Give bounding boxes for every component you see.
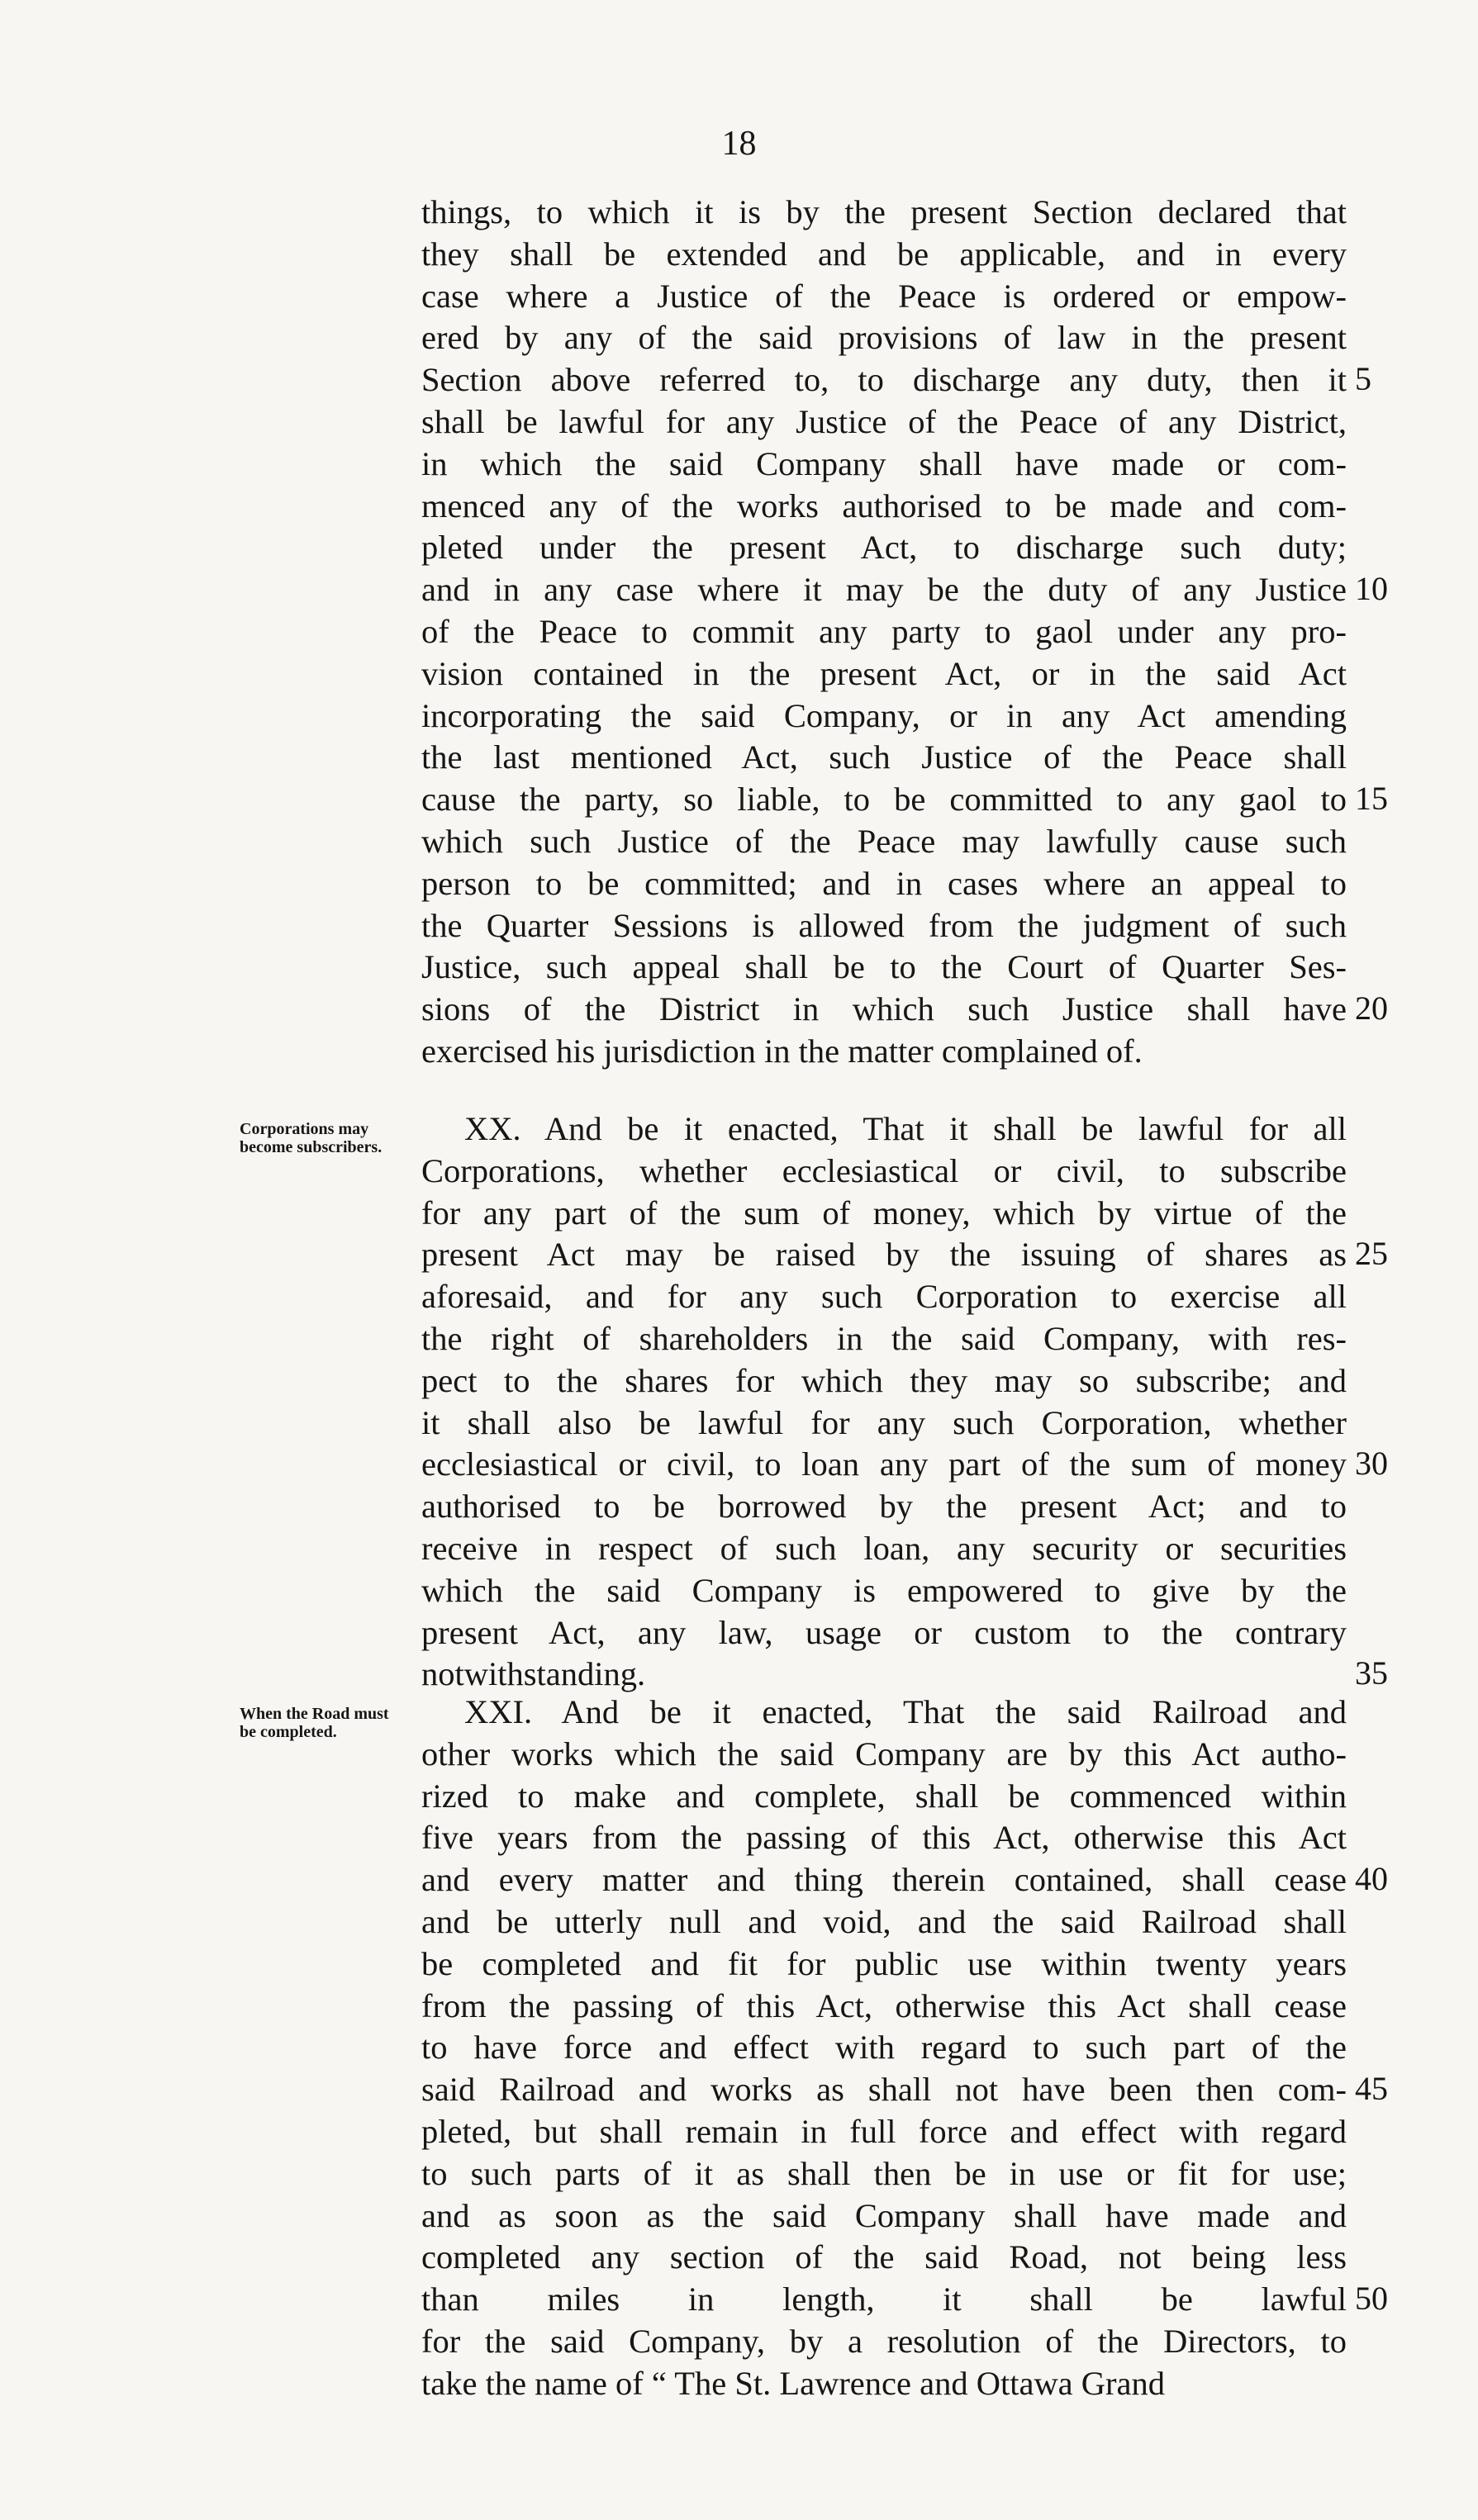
text-line: completed any section of the said Road, not being less: [421, 2238, 1347, 2276]
line-number: 25: [1355, 1235, 1388, 1273]
text-line: pect to the shares for which they may so subscribe; and: [421, 1361, 1347, 1399]
text-line: vision contained in the present Act, or in the said Act: [421, 654, 1347, 692]
text-line: present Act may be raised by the issuing of shares as: [421, 1236, 1347, 1274]
text-line: other works which the said Company are by this Act autho-: [421, 1735, 1347, 1773]
line-number: 5: [1355, 360, 1371, 398]
text-line: be completed and fit for public use within twenty years: [421, 1944, 1347, 1982]
text-line: the Quarter Sessions is allowed from the judgment of such: [421, 906, 1347, 944]
text-line: of the Peace to commit any party to gaol under any pro-: [421, 612, 1347, 650]
text-line: receive in respect of such loan, any security or securities: [421, 1529, 1347, 1567]
text-line: the right of shareholders in the said Company, with res-: [421, 1319, 1347, 1357]
text-line: said Railroad and works as shall not have been then com-: [421, 2071, 1347, 2109]
text-line: and in any case where it may be the duty of any Justice: [421, 571, 1347, 609]
text-line: ecclesiastical or civil, to loan any part of the sum of money: [421, 1445, 1347, 1483]
line-number: 20: [1355, 989, 1388, 1027]
text-line: and as soon as the said Company shall have made and: [421, 2196, 1347, 2234]
text-line: to have force and effect with regard to such part of the: [421, 2029, 1347, 2067]
text-line: for any part of the sum of money, which by virtue of the: [421, 1194, 1347, 1232]
text-line: present Act, any law, usage or custom to the contrary: [421, 1613, 1347, 1651]
text-line: than miles in length, it shall be lawful: [421, 2280, 1347, 2318]
text-line: case where a Justice of the Peace is ordered or empow-: [421, 277, 1347, 315]
text-line: shall be lawful for any Justice of the Peace of any District,: [421, 402, 1347, 440]
text-line: and every matter and thing therein contained, shall cease: [421, 1861, 1347, 1899]
line-number: 15: [1355, 780, 1388, 818]
text-line: Corporations, whether ecclesiastical or civil, to subscribe: [421, 1151, 1347, 1189]
line-number: 40: [1355, 1860, 1388, 1898]
line-number: 10: [1355, 570, 1388, 608]
text-line: and be utterly null and void, and the said Railroad shall: [421, 1902, 1347, 1940]
text-line: things, to which it is by the present Section declared that: [421, 193, 1347, 230]
paragraph-section-xxi: [421, 1692, 1347, 2405]
text-line: they shall be extended and be applicable, and in every: [421, 235, 1347, 273]
text-line: Justice, such appeal shall be to the Court of Quarter Ses-: [421, 948, 1347, 986]
text-line: which the said Company is empowered to give by the: [421, 1571, 1347, 1609]
line-number: 50: [1355, 2280, 1388, 2318]
margin-note-corporations: Corporations may become subscribers.: [240, 1120, 383, 1156]
text-line: to such parts of it as shall then be in use or fit for use;: [421, 2154, 1347, 2192]
text-line: ered by any of the said provisions of law in the present: [421, 319, 1347, 357]
text-line: pleted, but shall remain in full force and effect with regard: [421, 2112, 1347, 2150]
text-line: the last mentioned Act, such Justice of the Peace shall: [421, 738, 1347, 776]
page-number: 18: [721, 125, 757, 163]
text-line: XXI. And be it enacted, That the said Railroad and: [464, 1693, 1347, 1730]
text-line: aforesaid, and for any such Corporation to exercise all: [421, 1278, 1347, 1316]
text-line: exercised his jurisdiction in the matter complained of.: [421, 1032, 1143, 1070]
text-line: for the said Company, by a resolution of the Directors, to: [421, 2322, 1347, 2360]
text-line: cause the party, so liable, to be committed to any gaol to: [421, 781, 1347, 819]
text-line: menced any of the works authorised to be made and com-: [421, 486, 1347, 524]
text-line: from the passing of this Act, otherwise this Act shall cease: [421, 1986, 1347, 2024]
paragraph-continuation: [421, 192, 1347, 1073]
text-line: five years from the passing of this Act, otherwise this Act: [421, 1819, 1347, 1857]
margin-note-road-completed: When the Road must be completed.: [240, 1705, 389, 1741]
text-line: which such Justice of the Peace may lawfully cause such: [421, 822, 1347, 860]
text-line: in which the said Company shall have made or com-: [421, 444, 1347, 482]
text-line: Section above referred to, to discharge any duty, then it: [421, 361, 1347, 399]
text-line: rized to make and complete, shall be commenced within: [421, 1777, 1347, 1815]
line-number: 45: [1355, 2070, 1388, 2108]
text-line: take the name of “ The St. Lawrence and Ottawa Grand: [421, 2364, 1165, 2402]
text-line: notwithstanding.: [421, 1655, 646, 1693]
text-line: incorporating the said Company, or in any Act amending: [421, 696, 1347, 734]
text-line: sions of the District in which such Justice shall have: [421, 990, 1347, 1028]
line-number: 35: [1355, 1654, 1388, 1692]
text-line: pleted under the present Act, to discharge such duty;: [421, 529, 1347, 567]
paragraph-section-xx: [421, 1108, 1347, 1696]
text-line: XX. And be it enacted, That it shall be lawful for all: [464, 1110, 1347, 1147]
line-number: 30: [1355, 1445, 1388, 1483]
text-line: authorised to be borrowed by the present Act; and to: [421, 1488, 1347, 1526]
text-line: it shall also be lawful for any such Corporation, whether: [421, 1403, 1347, 1441]
text-line: person to be committed; and in cases where an appeal to: [421, 864, 1347, 902]
